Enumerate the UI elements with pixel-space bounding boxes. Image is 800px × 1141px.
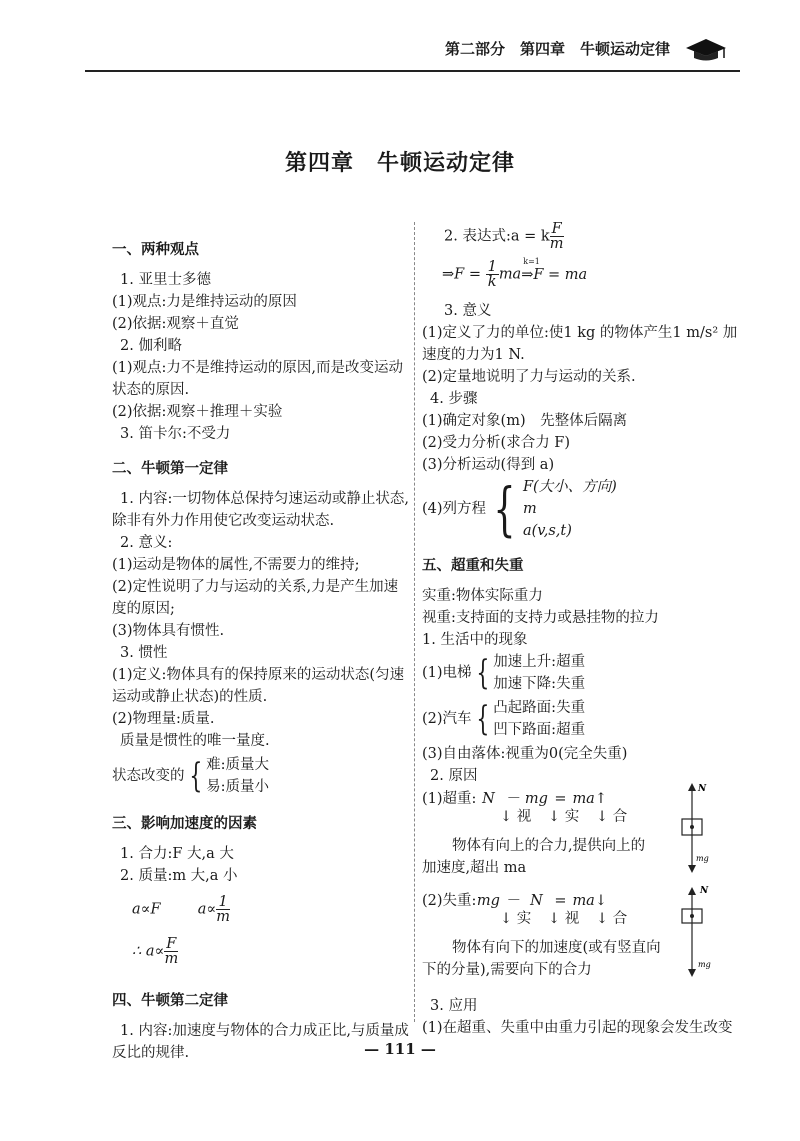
section-heading: 三、影响加速度的因素	[112, 816, 257, 832]
eq-term: －	[505, 893, 520, 909]
fraction	[486, 260, 499, 289]
formula: a∝F	[132, 901, 161, 918]
text-paragraph: 物体有向上的合力,提供向上的加速度,超出 ma	[422, 838, 646, 876]
text-line: (1)确定对象(m) 先整体后隔离	[422, 413, 628, 429]
eq-term: =	[554, 791, 567, 807]
diagram-label: mg	[696, 854, 709, 863]
denominator: m	[164, 951, 179, 967]
brace-item: 加速下降:失重	[493, 676, 586, 692]
eq-term: ma↓	[572, 893, 607, 909]
car-brace	[422, 697, 750, 743]
underweight-force-diagram	[678, 881, 738, 981]
text-line: 2. 意义:	[120, 535, 173, 551]
text-line: 实重:物体实际重力	[422, 588, 543, 604]
cause-block	[422, 784, 750, 997]
brace-item: 凹下路面:超重	[493, 722, 586, 738]
eq-label: (1)超重:	[422, 791, 477, 807]
header-rule	[85, 70, 740, 72]
text-line: 3. 笛卡尔:不受力	[120, 426, 231, 442]
fraction	[216, 895, 230, 924]
brace-stack	[493, 651, 585, 695]
diagram-label: mg	[698, 960, 711, 969]
page-number: — 111 —	[364, 1040, 436, 1058]
diagram-label: N	[698, 784, 707, 794]
expression-part: ⇒F =	[442, 266, 481, 283]
brace-stack	[206, 754, 269, 798]
section-heading: 二、牛顿第一定律	[112, 461, 228, 477]
eq-terms	[476, 893, 607, 909]
text-line: (1)运动是物体的属性,不需要力的维持;	[112, 557, 360, 573]
right-column	[422, 222, 750, 1039]
brace-item: a(v,s,t)	[522, 523, 572, 539]
numerator: F	[166, 936, 177, 952]
left-brace: {	[188, 756, 202, 796]
formula: a∝	[197, 901, 217, 918]
text-line: 质量是惯性的唯一量度.	[120, 733, 270, 749]
expression-part: ma	[498, 266, 522, 283]
formula-row	[132, 895, 412, 931]
brace-item: m	[522, 501, 537, 517]
brace-item: 易:质量小	[206, 779, 270, 795]
numerator: 1	[487, 259, 497, 275]
eq-term: －	[505, 791, 520, 807]
eq-under	[422, 910, 662, 928]
text-paragraph: 1. 内容:一切物体总保持匀速运动或静止状态,除非有外力作用使它改变运动状态.	[112, 491, 409, 529]
text-paragraph: (1)定义:物体具有的保持原来的运动状态(匀速运动或静止状态)的性质.	[112, 667, 405, 705]
section-heading: 一、两种观点	[112, 242, 199, 258]
brace-stack	[493, 697, 585, 741]
elevator-brace	[422, 651, 750, 697]
text-line: 1. 生活中的现象	[422, 632, 528, 648]
text-line: 2. 原因	[430, 768, 478, 784]
text-line: 3. 意义	[444, 303, 492, 319]
condition-label: k=1	[523, 256, 540, 266]
overweight-eq	[422, 787, 662, 826]
numerator: F	[551, 221, 562, 237]
brace-item: 加速上升:超重	[493, 654, 586, 670]
expression-part: ⇒F = ma	[521, 266, 588, 283]
graduation-cap-icon	[684, 36, 728, 62]
text-line: (1)观点:力是维持运动的原因	[112, 294, 297, 310]
section-heading: 四、牛顿第二定律	[112, 993, 228, 1009]
denominator: k	[487, 274, 497, 290]
brace-item: 凸起路面:失重	[493, 700, 586, 716]
brace-label: (1)电梯	[422, 665, 472, 681]
text-line: 3. 惯性	[120, 645, 168, 661]
eq-under-label: ↓ 合	[596, 911, 628, 927]
text-line: (2)定量地说明了力与运动的关系.	[422, 369, 636, 385]
text-paragraph: (1)在超重、失重中由重力引起的现象会发生改变	[422, 1020, 733, 1036]
section-heading: 五、超重和失重	[422, 558, 524, 574]
text-line: (3)自由落体:视重为0(完全失重)	[422, 746, 628, 762]
fraction	[550, 222, 564, 251]
equation-brace	[422, 476, 750, 544]
eq-under-label: ↓ 视	[500, 809, 532, 825]
brace-label: (4)列方程	[422, 501, 487, 517]
eq-under-label: ↓ 合	[596, 809, 628, 825]
column-divider	[414, 222, 415, 1022]
text-line: (3)分析运动(得到 a)	[422, 457, 555, 473]
eq-term: N	[482, 791, 495, 807]
eq-terms	[476, 791, 607, 807]
denominator: m	[549, 236, 564, 252]
text-paragraph: (2)定性说明了力与运动的关系,力是产生加速度的原因;	[112, 579, 399, 617]
text-line: (3)物体具有惯性.	[112, 623, 225, 639]
brace-item: F(大小、方向)	[522, 479, 617, 495]
underweight-eq	[422, 889, 662, 928]
expression-label: 2. 表达式:a = k	[444, 228, 550, 245]
left-brace: {	[475, 699, 489, 739]
left-brace: {	[475, 653, 489, 693]
state-change-brace	[112, 754, 412, 798]
text-paragraph: (1)观点:力不是维持运动的原因,而是改变运动状态的原因.	[112, 360, 404, 398]
text-line: 2. 伽利略	[120, 338, 182, 354]
brace-label: (2)汽车	[422, 711, 472, 727]
brace-item: 难:质量大	[206, 757, 270, 773]
eq-under-label: ↓ 视	[548, 911, 580, 927]
text-line: 视重:支持面的支持力或悬挂物的拉力	[422, 610, 659, 626]
diagram-label: N	[700, 886, 709, 896]
overweight-force-diagram	[672, 779, 732, 879]
eq-term: ma↑	[572, 791, 607, 807]
eq-under-label: ↓ 实	[548, 809, 580, 825]
brace-label: 状态改变的	[112, 768, 185, 784]
text-line: 1. 亚里士多德	[120, 272, 211, 288]
text-line: 1. 合力:F 大,a 大	[120, 846, 234, 862]
formula: ∴ a∝	[132, 943, 165, 960]
expression-row	[422, 222, 750, 256]
brace-stack	[523, 476, 617, 542]
expression-row	[422, 256, 750, 300]
text-line: (2)依据:观察＋推理＋实验	[112, 404, 283, 420]
eq-term: N	[530, 893, 543, 909]
denominator: m	[216, 909, 230, 925]
left-column	[112, 226, 412, 1064]
running-header	[85, 30, 740, 72]
eq-term: mg	[476, 893, 500, 909]
eq-under-label: ↓ 实	[500, 911, 532, 927]
header-text: 第二部分 第四章 牛顿运动定律	[444, 40, 670, 58]
text-line: (2)依据:观察＋直觉	[112, 316, 239, 332]
eq-term: mg	[524, 791, 548, 807]
text-line: (2)物理量:质量.	[112, 711, 215, 727]
text-paragraph: 物体有向下的加速度(或有竖直向下的分量),需要向下的合力	[422, 940, 661, 978]
text-line: 3. 应用	[430, 998, 478, 1014]
left-brace: {	[493, 475, 516, 543]
text-line: 2. 质量:m 大,a 小	[120, 868, 238, 884]
chapter-title: 第四章 牛顿运动定律	[284, 151, 515, 176]
text-line: 4. 步骤	[430, 391, 478, 407]
text-paragraph: (1)定义了力的单位:使1 kg 的物体产生1 m/s² 加速度的力为1 N.	[422, 325, 738, 363]
fraction	[164, 937, 178, 966]
eq-term: =	[554, 893, 567, 909]
numerator: 1	[216, 895, 230, 910]
eq-label: (2)失重:	[422, 893, 477, 909]
eq-under	[422, 808, 662, 826]
formula-row	[132, 937, 412, 973]
text-line: (2)受力分析(求合力 F)	[422, 435, 571, 451]
text-paragraph: 1. 内容:加速度与物体的合力成正比,与质量成反比的规律.	[112, 1023, 409, 1061]
